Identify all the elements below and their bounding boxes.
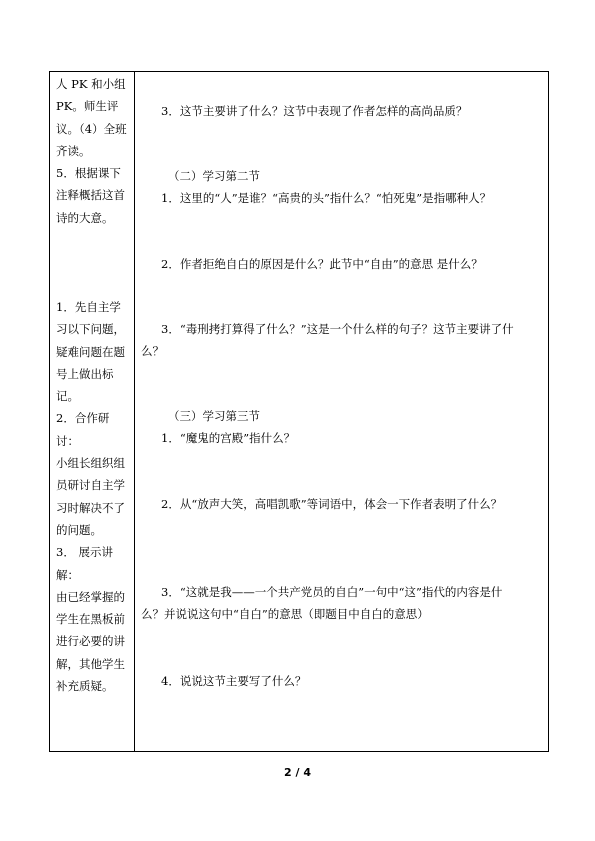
activity-line: 小组长组织组	[56, 456, 125, 471]
activity-line: 5．根据课下	[56, 166, 121, 181]
activity-line: 解，其他学生	[56, 656, 125, 671]
question-text: 3．“这就是我——一个共产党员的自白”一句中“这”指代的内容是什	[161, 585, 503, 599]
activity-line: 2．合作研	[56, 411, 110, 426]
activity-line: 补充质疑。	[56, 679, 114, 694]
question-text: 么？	[141, 344, 164, 358]
question-text: 2．从“放声大笑，高唱凯歌”等词语中，体会一下作者表明了什么？	[161, 497, 503, 511]
section-heading: （三）学习第三节	[168, 409, 260, 423]
question-text: 1．这里的“人”是谁？“高贵的头”指什么？“怕死鬼”是指哪种人？	[161, 191, 492, 205]
activity-line: 齐读。	[56, 143, 91, 158]
question-text: 3．“毒刑拷打算得了什么？”这是一个什么样的句子？这节主要讲了什	[161, 322, 514, 336]
question-text: 2．作者拒绝自白的原因是什么？此节中“自由”的意思 是什么？	[161, 257, 483, 271]
activity-line: 习时解决不了	[56, 500, 125, 515]
question-text: 4．说说这节主要写了什么？	[161, 674, 307, 688]
activity-line	[56, 274, 132, 296]
activity-line: 由已经掌握的	[56, 589, 125, 604]
activity-column	[56, 73, 132, 697]
activity-line	[56, 229, 132, 251]
section-heading: （二）学习第二节	[168, 169, 260, 183]
activity-line: 解：	[56, 567, 79, 582]
activity-line: 员研讨自主学	[56, 478, 125, 493]
activity-line: 3． 展示讲	[56, 545, 113, 560]
activity-line: 记。	[56, 389, 79, 404]
question-text: 3．这节主要讲了什么？这节中表现了作者怎样的高尚品质？	[161, 104, 468, 118]
activity-line: 疑难问题在题	[56, 344, 125, 359]
activity-line: 注释概括这首	[56, 188, 125, 203]
activity-line: 诗的大意。	[56, 210, 114, 225]
column-divider	[134, 71, 135, 752]
activity-line	[56, 251, 132, 273]
activity-line: 讨：	[56, 433, 79, 448]
activity-line: 的问题。	[56, 522, 102, 537]
question-text: 么？并说说这句中“自白”的意思（即题目中自白的意思）	[141, 607, 429, 621]
activity-line: 学生在黑板前	[56, 612, 125, 627]
activity-line: 进行必要的讲	[56, 634, 125, 649]
activity-line: 习以下问题，	[56, 322, 125, 337]
question-text: 1．“魔鬼的宫殿”指什么？	[161, 431, 296, 445]
activity-line: 议。（4）全班	[56, 121, 127, 136]
activity-line: PK。师生评	[56, 99, 119, 114]
activity-line: 1．先自主学	[56, 299, 121, 314]
activity-line: 号上做出标	[56, 366, 114, 381]
activity-line: 人 PK 和小组	[56, 77, 126, 91]
page-number: 2 / 4	[284, 766, 311, 779]
